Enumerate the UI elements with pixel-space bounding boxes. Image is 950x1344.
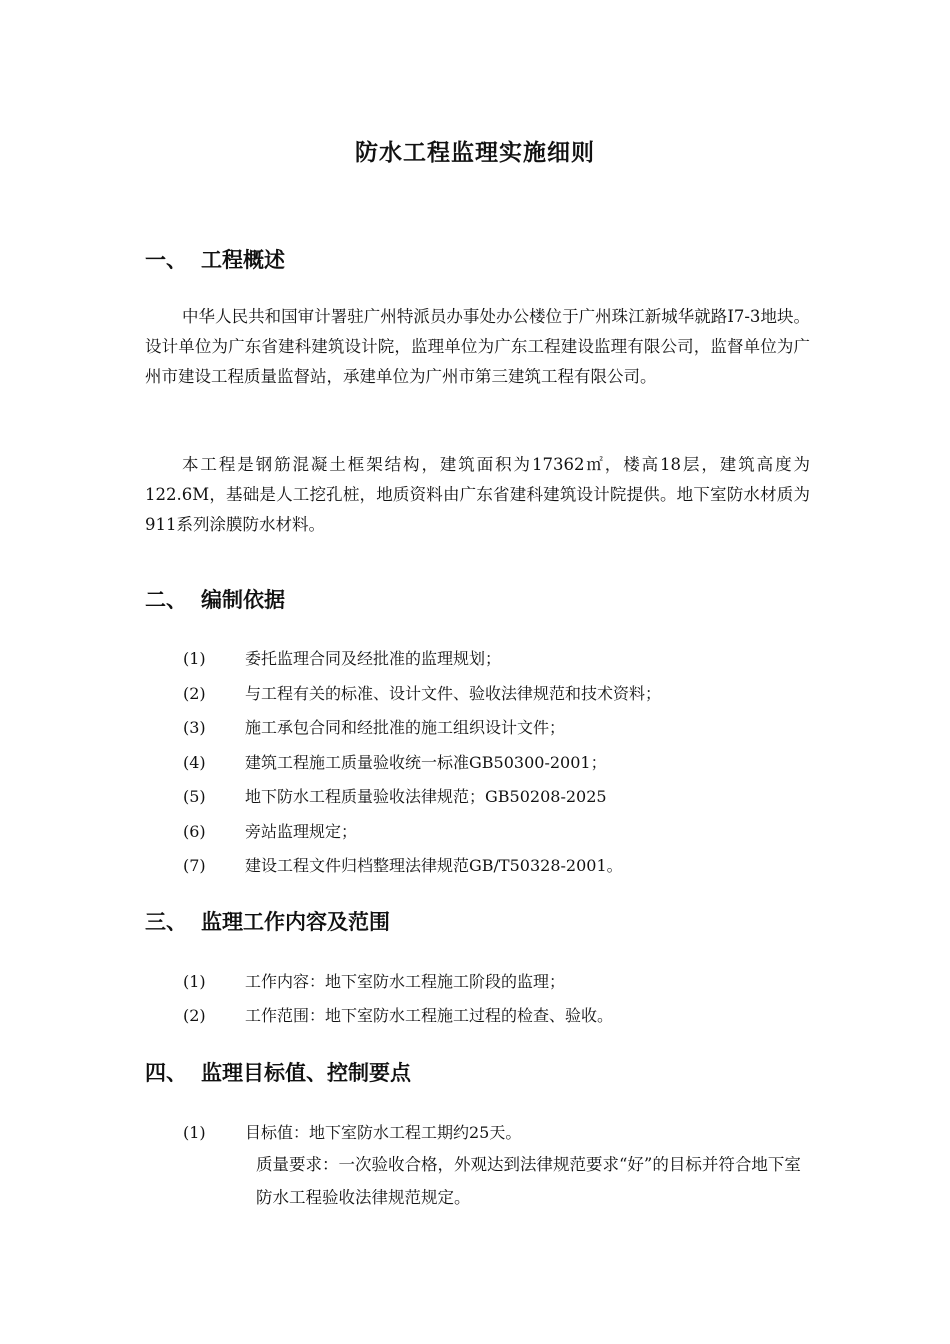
list-item: [183, 1003, 613, 1026]
list-text: 旁站监理规定；: [245, 822, 358, 841]
list-index: (7): [183, 856, 206, 875]
list-index: (2): [183, 1006, 206, 1025]
list-text: 施工承包合同和经批准的施工组织设计文件；: [245, 718, 566, 737]
section-heading-overview: [145, 244, 285, 274]
section-heading-scope: [145, 906, 390, 936]
section-heading-targets: [145, 1057, 411, 1087]
overview-paragraph-1: 中华人民共和国审计署驻广州特派员办事处办公楼位于广州珠江新城华就路I7-3地块。设计单位为广东省建科建筑设计院，监理单位为广东工程建设监理有限公司，监督单位为广州市建设工程质量监督站，承建单位为广州市第三建筑工程有限公司。: [145, 307, 810, 386]
list-text: 地下防水工程质量验收法律规范；GB50208-2025: [245, 787, 607, 806]
list-item: [183, 969, 565, 992]
section-number: 三、: [145, 910, 187, 934]
list-text: 委托监理合同及经批准的监理规划；: [245, 649, 502, 668]
list-text: 与工程有关的标准、设计文件、验收法律规范和技术资料；: [245, 684, 662, 703]
list-item: [183, 853, 623, 876]
section-heading-basis: [145, 584, 285, 614]
section-title: 编制依据: [201, 588, 285, 612]
list-text: 建筑工程施工质量验收统一标准GB50300-2001；: [245, 753, 607, 772]
overview-paragraph-2: 本工程是钢筋混凝土框架结构，建筑面积为17362㎡，楼高18层，建筑高度为122.6M，基础是人工挖孔桩，地质资料由广东省建科建筑设计院提供。地下室防水材质为911系列涂膜防水材料。: [145, 455, 810, 534]
section-number: 一、: [145, 248, 187, 272]
list-index: (4): [183, 753, 206, 772]
list-item: [183, 750, 607, 773]
section-title: 监理目标值、控制要点: [201, 1061, 411, 1085]
document-title: 防水工程监理实施细则: [355, 140, 595, 166]
section-title: 监理工作内容及范围: [201, 910, 390, 934]
list-text: 工作内容：地下室防水工程施工阶段的监理；: [245, 972, 566, 991]
list-index: (3): [183, 718, 206, 737]
list-text: 工作范围：地下室防水工程施工过程的检查、验收。: [245, 1006, 614, 1025]
list-item: [183, 646, 501, 669]
list-item: [183, 784, 607, 807]
list-index: (1): [183, 972, 206, 991]
section-title: 工程概述: [201, 248, 285, 272]
quality-requirement-text: 质量要求：一次验收合格，外观达到法律规范要求“好”的目标并符合地下室防水工程验收法律规范规定。: [256, 1155, 801, 1207]
section-number: 二、: [145, 588, 187, 612]
list-item: [183, 819, 357, 842]
list-item: [183, 1120, 521, 1143]
list-text: 目标值：地下室防水工程工期约25天。: [245, 1123, 522, 1142]
list-index: (2): [183, 684, 206, 703]
list-item: [183, 715, 565, 738]
list-item: [183, 681, 661, 704]
list-index: (6): [183, 822, 206, 841]
section-number: 四、: [145, 1061, 187, 1085]
list-index: (1): [183, 1123, 206, 1142]
list-index: (5): [183, 787, 206, 806]
list-text: 建设工程文件归档整理法律规范GB/T50328-2001。: [245, 856, 623, 875]
list-index: (1): [183, 649, 206, 668]
